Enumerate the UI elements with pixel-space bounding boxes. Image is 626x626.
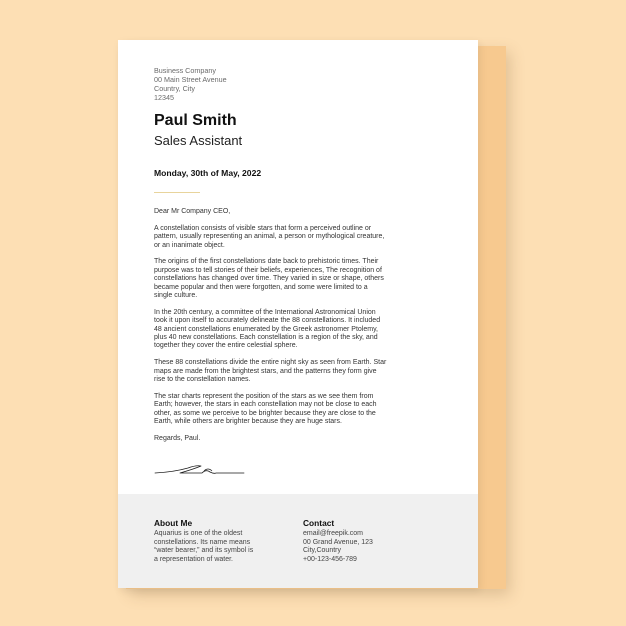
about-title: About Me bbox=[154, 518, 193, 528]
about-line: constellations. Its name means bbox=[154, 538, 251, 546]
salutation: Dear Mr Company CEO, bbox=[154, 208, 231, 215]
about-section bbox=[154, 518, 284, 564]
paragraph-line: 48 ancient constellations enumerated by the Greek astronomer Ptolemy, bbox=[154, 325, 378, 333]
paragraph-line: pattern, usually representing an animal, a person or mythological creature, bbox=[154, 233, 385, 241]
contact-line: email@freepik.com bbox=[303, 530, 364, 537]
closing: Regards, Paul. bbox=[154, 434, 201, 442]
paragraph-line: single culture. bbox=[154, 292, 198, 300]
about-line: “water bearer,” and its symbol is bbox=[154, 547, 254, 555]
signature-icon bbox=[154, 463, 246, 477]
about-line: a representation of water. bbox=[154, 555, 233, 563]
contact-line: 00 Grand Avenue, 123 bbox=[303, 538, 373, 546]
paragraph-line: The origins of the first constellations date back to prehistoric times. Their bbox=[154, 258, 379, 266]
body-paragraph bbox=[154, 393, 426, 427]
footer-panel bbox=[118, 494, 478, 588]
paragraph-line: Earth, while others are brighter because they are huge stars. bbox=[154, 418, 342, 426]
person-role: Sales Assistant bbox=[154, 133, 243, 148]
body-paragraph bbox=[154, 309, 426, 351]
contact-title: Contact bbox=[303, 518, 335, 528]
body-paragraph bbox=[154, 359, 426, 384]
paragraph-line: In the 20th century, a committee of the International Astronomical Union bbox=[154, 308, 376, 316]
about-text bbox=[154, 530, 284, 564]
paragraph-line: The star charts represent the position of the stars as we see them from bbox=[154, 392, 374, 400]
sender-company: Business Company bbox=[154, 66, 216, 75]
sender-street: 00 Main Street Avenue bbox=[154, 75, 227, 84]
paragraph-line: other, as some we perceive to be brighter because they are close to the bbox=[154, 409, 376, 417]
paragraph-line: Earth; however, the stars in each constellation may not be close to each bbox=[154, 401, 377, 409]
paragraph-line: plus 40 new constellations. Each constellation is a region of the sky, and bbox=[154, 334, 378, 342]
paragraph-list bbox=[154, 225, 426, 427]
contact-section bbox=[303, 518, 433, 564]
sender-address bbox=[154, 66, 227, 102]
paragraph-line: constellations has changed over time. They varied in size or shape, others bbox=[154, 275, 384, 283]
paragraph-line: became popular and then were forgotten, and some were limited to a bbox=[154, 283, 368, 291]
contact-line: +00-123-456-789 bbox=[303, 555, 357, 563]
paragraph-line: or an inanimate object. bbox=[154, 241, 225, 249]
paragraph-line: together they cover the entire celestial sphere. bbox=[154, 342, 298, 350]
sender-zip: 12345 bbox=[154, 93, 174, 102]
paragraph-line: took it upon itself to accurately delineate the 88 constellations. It included bbox=[154, 317, 381, 325]
paragraph-line: rise to the constellation names. bbox=[154, 376, 251, 384]
about-line: Aquarius is one of the oldest bbox=[154, 530, 243, 537]
contact-text bbox=[303, 530, 433, 564]
paragraph-line: These 88 constellations divide the entire night sky as seen from Earth. Star bbox=[154, 359, 387, 367]
body-paragraph bbox=[154, 225, 426, 250]
body-paragraph bbox=[154, 258, 426, 300]
letter-page bbox=[118, 40, 478, 588]
paragraph-line: purpose was to tell stories of their beliefs, experiences, The recognition of bbox=[154, 266, 382, 274]
person-name: Paul Smith bbox=[154, 112, 237, 129]
accent-divider bbox=[154, 192, 200, 193]
letter-date: Monday, 30th of May, 2022 bbox=[154, 168, 262, 178]
sender-country: Country, City bbox=[154, 84, 196, 93]
paragraph-line: A constellation consists of visible stars that form a perceived outline or bbox=[154, 224, 372, 232]
contact-line: City,Country bbox=[303, 547, 341, 555]
letter-body bbox=[154, 208, 426, 452]
paragraph-line: maps are made from the brightest stars, and the patterns they form give bbox=[154, 367, 377, 375]
